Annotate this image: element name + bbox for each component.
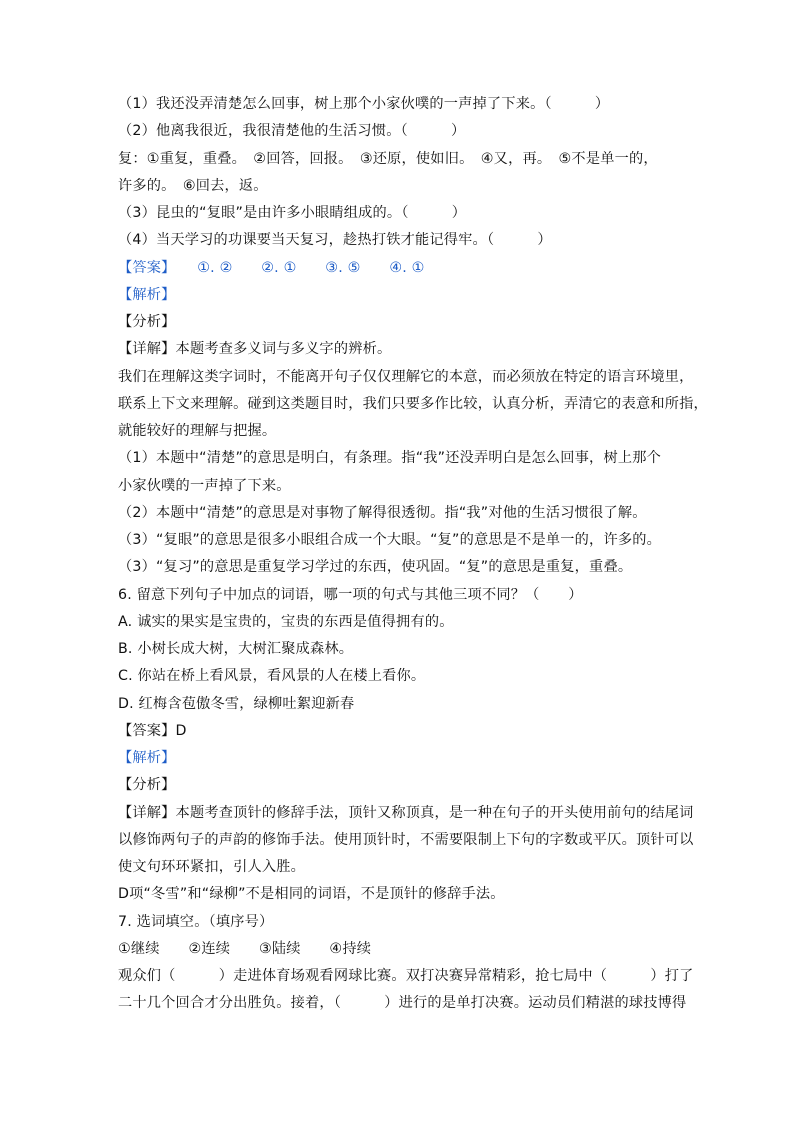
detail-line-cont: D项“冬雪”和“绿柳”不是相同的词语，不是顶针的修辞手法。 [118,886,505,902]
option-b: B. 小树长成大树，大树汇聚成森林。 [118,641,354,657]
explanation-line: （3）“复眼”的意思是很多小眼组合成一个大眼。“复”的意思是不是单一的，许多的。 [118,532,661,548]
answer-line: 【答案】 ①. ② ②. ① ③. ⑤ ④. ① [118,260,425,276]
question-6: 6. 留意下列句子中加点的词语，哪一项的句式与其他三项不同？（ ） [118,587,583,603]
option-c: C. 你站在桥上看风景，看风景的人在楼上看你。 [118,668,426,684]
analysis-label: 【解析】 [118,287,176,303]
word-choices: ①继续 ②连续 ③陆续 ④持续 [118,941,372,957]
question-7: 7. 选词填空。（填序号） [118,914,274,930]
explanation-line: （1）本题中“清楚”的意思是明白，有条理。指“我”还没弄明白是怎么回事，树上那个 [118,450,661,466]
explanation-line: 我们在理解这类字词时，不能离开句子仅仅理解它的本意，而必须放在特定的语言环境里， [118,369,694,385]
question-sub-2: （2）他离我很近，我很清楚他的生活习惯。（ ） [118,123,466,139]
option-a: A. 诚实的果实是宝贵的，宝贵的东西是值得拥有的。 [118,614,454,630]
question-sub-1: （1）我还没弄清楚怎么回事，树上那个小家伙噗的一声掉了下来。（ ） [118,96,610,112]
question-sub-3: （3）昆虫的“复眼”是由许多小眼睛组成的。（ ） [118,205,467,221]
definition-line: 复：①重复，重叠。 ②回答，回报。 ③还原，使如旧。 ④又，再。 ⑤不是单一的， [118,151,658,167]
definition-line-cont: 许多的。 ⑥回去，返。 [118,178,268,194]
fenxi-label: 【分析】 [118,777,176,793]
explanation-line: 小家伙噗的一声掉了下来。 [118,478,291,494]
answer-line: 【答案】D [118,723,187,739]
detail-line: 【详解】本题考查多义词与多义字的辨析。 [118,341,392,357]
explanation-line: 联系上下文来理解。碰到这类题目时，我们只要多作比较，认真分析，弄清它的表意和所指， [118,396,708,412]
detail-line: 【详解】本题考查顶针的修辞手法，顶针又称顶真，是一种在句子的开头使用前句的结尾词 [118,805,694,821]
explanation-line: （3）“复习”的意思是重复学习学过的东西，使巩固。“复”的意思是重复，重叠。 [118,559,633,575]
question-sub-4: （4）当天学习的功课要当天复习，趁热打铁才能记得牢。（ ） [118,232,552,248]
option-d: D. 红梅含苞傲冬雪，绿柳吐絮迎新春 [118,696,355,712]
detail-line-cont: 以修饰两句子的声韵的修饰手法。使用顶针时，不需要限制上下句的字数或平仄。顶针可以 [118,832,694,848]
analysis-label: 【解析】 [118,750,176,766]
passage-line: 观众们（ ）走进体育场观看网球比赛。双打决赛异常精彩，抢七局中（ ）打了 [118,968,694,984]
detail-line-cont: 使文句环环紧扣，引人入胜。 [118,859,306,875]
fenxi-label: 【分析】 [118,314,176,330]
explanation-line: 就能较好的理解与把握。 [118,423,277,439]
explanation-line: （2）本题中“清楚”的意思是对事物了解得很透彻。指“我”对他的生活习惯很了解。 [118,505,647,521]
passage-line: 二十几个回合才分出胜负。接着，（ ）进行的是单打决赛。运动员们精湛的球技博得 [118,995,687,1011]
